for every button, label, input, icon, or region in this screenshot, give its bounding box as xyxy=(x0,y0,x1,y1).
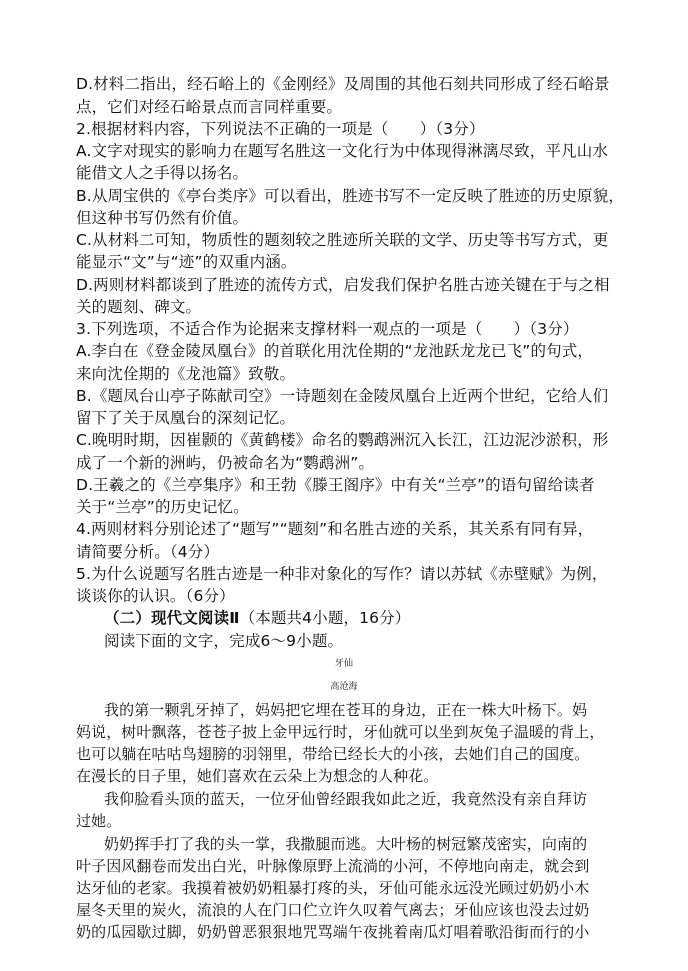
text-line: 能借文人之手得以扬名。 xyxy=(76,164,249,182)
story-line: 屋冬天里的炭火，流浪的人在门口伫立许久叹着气离去；牙仙应该也没去过奶 xyxy=(76,901,590,919)
story-line: 也可以躺在咕咕鸟翅膀的羽翎里，带给已经长大的小孩，去她们自己的国度。 xyxy=(76,745,590,763)
story-paragraph: 我仰脸看头顶的蓝天，一位牙仙曾经跟我如此之近，我竟然没有亲自拜访 xyxy=(104,790,588,808)
story-line: 妈说，树叶飘落，苍苍子披上金甲远行时，牙仙就可以坐到灰兔子温暖的背上， xyxy=(76,723,605,741)
text-line: 留下了关于凤凰台的深刻记忆。 xyxy=(76,409,296,427)
section-heading-line xyxy=(104,607,644,629)
section-note: （本题共4小题，16分） xyxy=(239,609,411,627)
question-5: 5.为什么说题写名胜古迹是一种非对象化的写作？请以苏轼《赤壁赋》为例， xyxy=(76,565,608,583)
text-line: 谈谈你的认识。（6分） xyxy=(76,587,235,605)
question-2: 2.根据材料内容，下列说法不正确的一项是（ ）（3分） xyxy=(76,120,485,138)
text-line: 关于“兰亭”的历史记忆。 xyxy=(76,498,249,516)
question-4: 4.两则材料分别论述了“题写”“题刻”和名胜古迹的关系，其关系有同有异， xyxy=(76,520,594,538)
option-a: A.文字对现实的影响力在题写名胜这一文化行为中体现得淋漓尽致，平凡山水 xyxy=(76,142,609,160)
story-line: 奶的瓜园歇过脚，奶奶曾恶狠狠地咒骂端午夜挑着南瓜灯唱着歌沿街而行的小 xyxy=(76,923,590,941)
story-paragraph: 我的第一颗乳牙掉了，妈妈把它埋在苍耳的身边，正在一株大叶杨下。妈 xyxy=(104,701,588,719)
text-line: 来向沈佺期的《龙池篇》致敬。 xyxy=(76,365,296,383)
option-d: D.王羲之的《兰亭集序》和王勃《滕王阁序》中有关“兰亭”的语句留给读者 xyxy=(76,476,595,494)
story-line: 叶子因风翻卷而发出白光，叶脉像原野上流淌的小河，不停地向南走，就会到 xyxy=(76,857,590,875)
option-b: B.从周宝供的《亭台类序》可以看出，胜迹书写不一定反映了胜迹的历史原貌， xyxy=(76,187,624,205)
text-line: 请简要分析。（4分） xyxy=(76,543,220,561)
option-d: D.两则材料都谈到了胜迹的流传方式，启发我们保护名胜古迹关键在于与之相 xyxy=(76,276,610,294)
text-line: D.材料二指出，经石峪上的《金刚经》及周围的其他石刻共同形成了经石峪景 xyxy=(76,75,610,93)
option-c: C.晚明时期，因崔颢的《黄鹤楼》命名的鹦鹉洲沉入长江，江边泥沙淤积，形 xyxy=(76,431,609,449)
option-b: B.《题凤台山亭子陈献司空》一诗题刻在金陵凤凰台上近两个世纪，它给人们 xyxy=(76,387,609,405)
text-line: 但这种书写仍然有价值。 xyxy=(76,209,249,227)
story-line: 达牙仙的老家。我摸着被奶奶粗暴打疼的头，牙仙可能永远没光顾过奶奶小木 xyxy=(76,879,590,897)
story-paragraph: 奶奶挥手打了我的头一掌，我撒腿而逃。大叶杨的树冠繁茂密实，向南的 xyxy=(104,835,588,853)
text-line: 关的题刻、碑文。 xyxy=(76,298,202,316)
text-line: 点，它们对经石峪景点而言同样重要。 xyxy=(76,98,343,116)
story-line: 在漫长的日子里，她们喜欢在云朵上为想念的人种花。 xyxy=(76,767,439,785)
reading-instruction: 阅读下面的文字，完成6～9小题。 xyxy=(104,632,344,650)
story-title: 牙仙 xyxy=(334,659,354,669)
option-c: C.从材料二可知，物质性的题刻较之胜迹所关联的文学、历史等书写方式，更 xyxy=(76,231,609,249)
section-heading: （二）现代文阅读Ⅱ xyxy=(104,609,240,627)
question-3: 3.下列选项，不适合作为论据来支撑材料一观点的一项是（ ）（3分） xyxy=(76,320,579,338)
story-author: 高沧海 xyxy=(330,682,358,692)
text-line: 能显示“文”与“迹”的双重内涵。 xyxy=(76,253,297,271)
text-line: 成了一个新的洲屿，仍被命名为“鹦鹉洲”。 xyxy=(76,454,375,472)
story-line: 过她。 xyxy=(76,812,122,830)
option-a: A.李白在《登金陵凤凰台》的首联化用沈佺期的“龙池跃龙龙已飞”的句式， xyxy=(76,342,594,360)
